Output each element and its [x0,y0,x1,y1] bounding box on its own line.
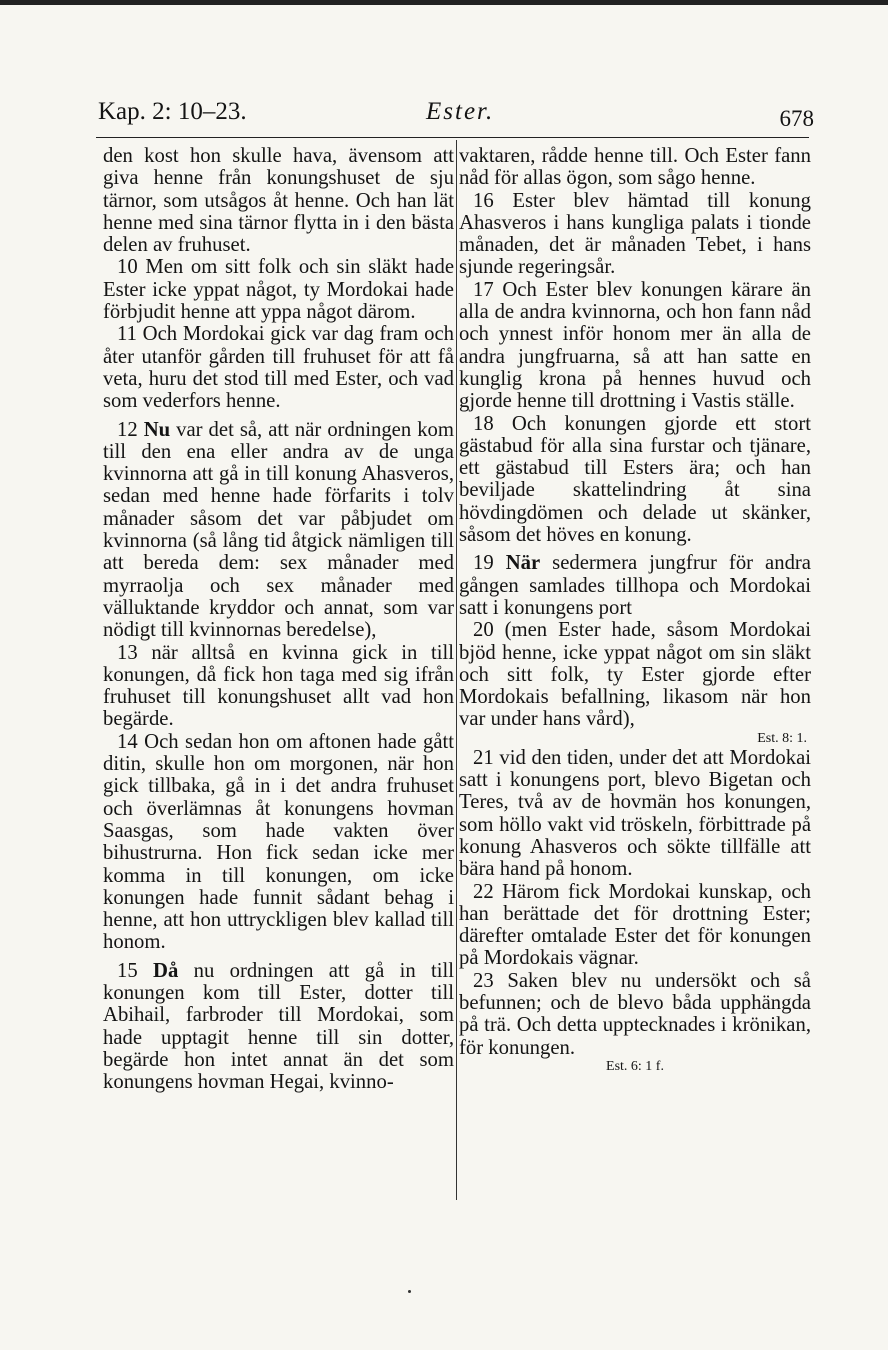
verse-paragraph: 20 (men Ester hade, såsom Mordokai bjöd henne, icke yppat något om sin släkt och sitt folk, ty Ester gjorde efter Mordokais befallning, likasom när hon var under hans vård), [459,619,811,731]
verse-paragraph: 13 när alltså en kvinna gick in till konungen, då fick hon taga med sig ifrån fruhuset till konungshuset allt vad hon begärde. [103,641,454,731]
verse-paragraph: 22 Härom fick Mordokai kunskap, och han berättade det för drottning Ester; därefter omtalade Ester det för konungen på Mordokais vägnar. [459,880,811,970]
verse-lead-word: Nu [143,418,171,441]
verse-paragraph [459,552,811,619]
verse-paragraph: den kost hon skulle hava, ävensom att giva henne från konungshuset de sju tärnor, som utsågos åt henne. Och han lät henne med sina tärnor flytta in i den bästa delen av fruhuset. [103,145,454,257]
right-column [459,145,811,1075]
page-header [96,96,816,136]
verse-paragraph: 16 Ester blev hämtad till konung Ahasveros i hans kungliga palats i tionde månaden, det är månaden Tebet, i hans sjunde regeringsår. [459,189,811,279]
verse-number: 12 [117,418,138,441]
verse-paragraph [103,960,454,1094]
verse-paragraph: 10 Men om sitt folk och sin släkt hade Ester icke yppat något, ty Mordokai hade förbjudit henne att yppa något därom. [103,256,454,324]
cross-reference: Est. 8: 1. [757,730,807,746]
left-column [103,145,454,1093]
verse-paragraph: 23 Saken blev nu undersökt och så befunnen; och de blevo båda upphängda på trä. Och detta upptecknades i krönikan, för konungen. [459,969,811,1059]
header-rule [96,137,809,138]
verse-paragraph: 18 Och konungen gjorde ett stort gästabud för alla sina furstar och tjänare, ett gästabud till Esters ära; och han beviljade skattelindring åt sina hövdingdömen och delade ut skänker, såsom det höves en konung. [459,412,811,547]
chapter-reference: Kap. 2: 10–23. [98,98,247,125]
verse-paragraph: 17 Och Ester blev konungen kärare än alla de andra kvinnorna, och hon fann nåd och ynnest inför honom mer än alla de andra jungfruarna, så att han satte en kunglig krona på hennes huvud och gjorde henne till drottning i Vastis ställe. [459,278,811,413]
verse-lead-word: Då [153,959,179,982]
verse-paragraph: 14 Och sedan hon om aftonen hade gått ditin, skulle hon om morgonen, när hon gick tillbaka, gå in i det andra fruhuset och överlämnas åt konungens hovman Saasgas, som hade vakten över bihustrurna. Hon fick sedan icke mer komma in till konungen, om icke konungen hade funnit sådant behag i henne, att hon uttryckligen blev kallad till honom. [103,730,454,954]
verse-text: var det så, att när ordningen kom till den ena eller andra av de unga kvinnorna att gå in till konung Ahasveros, sedan med henne hade förfarits i tolv månader såsom det var påbjudet om kvinnorna (så lång tid åtgick nämligen till att bereda dem: sex månader med myrraolja och sex månader med välluktande kryddor och annat, som var nödigt till kvinnornas beredelse), [103,418,454,642]
verse-text: sedermera jungfrur för andra gången samlades tillhopa och Mordokai satt i konungens port [459,552,811,619]
cross-reference: Est. 6: 1 f. [606,1058,664,1074]
book-title: Ester. [426,98,495,125]
column-divider [456,140,457,1200]
verse-paragraph: 21 vid den tiden, under det att Mordokai satt i konungens port, blevo Bigetan och Teres, två av de hovmän hos konungen, som höllo vakt vid tröskeln, förbittrade på konung Ahasveros och sökte tillfälle att bära hand på honom. [459,746,811,881]
verse-text: nu ordningen att gå in till konungen kom till Ester, dotter till Abihail, farbroder till Mordokai, som hade upptagit henne till sin dotter, begärde hon intet annat än det som konungens hovman Hegai, kvinno- [103,959,455,1094]
verse-number: 19 [473,552,494,575]
scan-speck [408,1290,411,1293]
verse-lead-word: När [505,552,541,575]
page-number: 678 [779,106,814,131]
verse-paragraph: vaktaren, rådde henne till. Och Ester fann nåd för allas ögon, som sågo henne. [459,145,811,190]
verse-number: 15 [117,959,138,982]
scan-top-border [0,0,888,5]
verse-paragraph [103,419,454,642]
verse-paragraph: 11 Och Mordokai gick var dag fram och åter utanför gården till fruhuset för att få veta, huru det stod till med Ester, och vad som vederfors henne. [103,323,454,413]
